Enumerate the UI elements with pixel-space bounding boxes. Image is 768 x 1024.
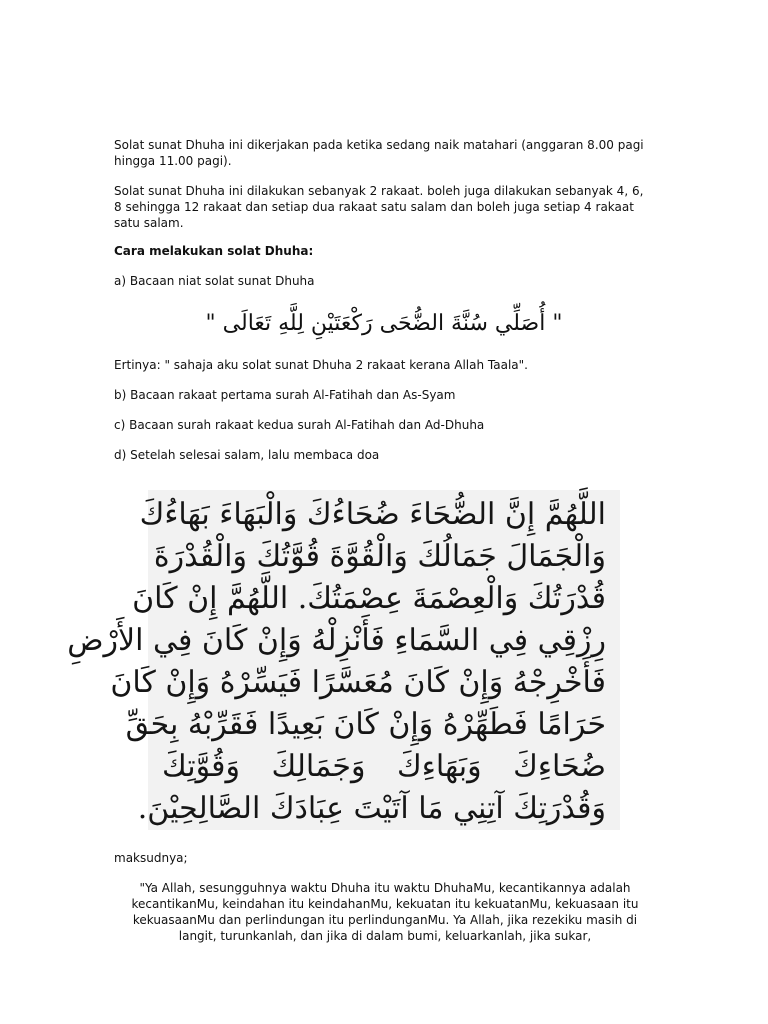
- doa-line: رِزْقِي فِي السَّمَاءِ فَأَنْزِلْهُ وَإِنْ كَانَ فِي الأَرْضِ: [67, 623, 606, 658]
- paragraph-time: Solat sunat Dhuha ini dikerjakan pada ketika sedang naik matahari (anggaran 8.00 pagi hingga 11.00 pagi).: [114, 138, 644, 168]
- step-b: b) Bacaan rakaat pertama surah Al-Fatihah dan As-Syam: [114, 388, 456, 402]
- step-d: d) Setelah selesai salam, lalu membaca doa: [114, 448, 380, 462]
- paragraph-rakaat: Solat sunat Dhuha ini dilakukan sebanyak 2 rakaat. boleh juga dilakukan sebanyak 4, 6, 8 sehingga 12 rakaat dan setiap dua rakaat satu salam dan boleh juga setiap 4 rakaat satu salam.: [114, 184, 644, 230]
- doa-line: وَالْجَمَالَ جَمَالُكَ وَالْقُوَّةَ قُوَّتُكَ وَالْقُدْرَةَ: [153, 539, 606, 574]
- doa-translation: "Ya Allah, sesungguhnya waktu Dhuha itu waktu DhuhaMu, kecantikannya adalah kecantikanMu, keindahan itu keindahanMu, kekuatan itu kekuatanMu, kekuasaan itu kekuasaanMu dan perlindungan itu perlindunganMu. Ya Allah, jika rezekiku masih di langit, turunkanlah, dan jika di dalam bumi, keluarkanlah, jika sukar,: [131, 881, 639, 943]
- niat-translation: Ertinya: " sahaja aku solat sunat Dhuha 2 rakaat kerana Allah Taala".: [114, 358, 528, 372]
- doa-line: قُدْرَتُكَ وَالْعِصْمَةَ عِصْمَتُكَ. اللَّهُمَّ إِنْ كَانَ: [132, 581, 606, 616]
- doa-line: فَأَخْرِجْهُ وَإِنْ كَانَ مُعَسَّرًا فَيَسِّرْهُ وَإِنْ كَانَ: [110, 665, 606, 700]
- niat-arabic-text: " أُصَلِّي سُنَّةَ الضُّحَى رَكْعَتَيْنِ لِلَّهِ تَعَالَى ": [205, 311, 563, 336]
- maksud-label: maksudnya;: [114, 851, 188, 865]
- section-heading: Cara melakukan solat Dhuha:: [114, 244, 314, 258]
- doa-line: وَقُدْرَتِكَ آتِنِي مَا آتَيْتَ عِبَادَكَ الصَّالِحِيْنَ.: [137, 791, 606, 826]
- doa-line: حَرَامًا فَطَهِّرْهُ وَإِنْ كَانَ بَعِيدًا فَقَرِّبْهُ بِحَقِّ: [125, 707, 606, 742]
- doa-line: اللَّهُمَّ إِنَّ الضُّحَاءَ ضُحَاءُكَ وَالْبَهَاءَ بَهَاءُكَ: [139, 497, 606, 532]
- step-c: c) Bacaan surah rakaat kedua surah Al-Fatihah dan Ad-Dhuha: [114, 418, 485, 432]
- doa-arabic-image: [67, 490, 620, 830]
- step-a: a) Bacaan niat solat sunat Dhuha: [114, 274, 315, 288]
- document-body: [114, 137, 654, 477]
- doa-line: ضُحَاءِكَ وَبَهَاءِكَ وَجَمَالِكَ وَقُوَّتِكَ: [162, 749, 606, 784]
